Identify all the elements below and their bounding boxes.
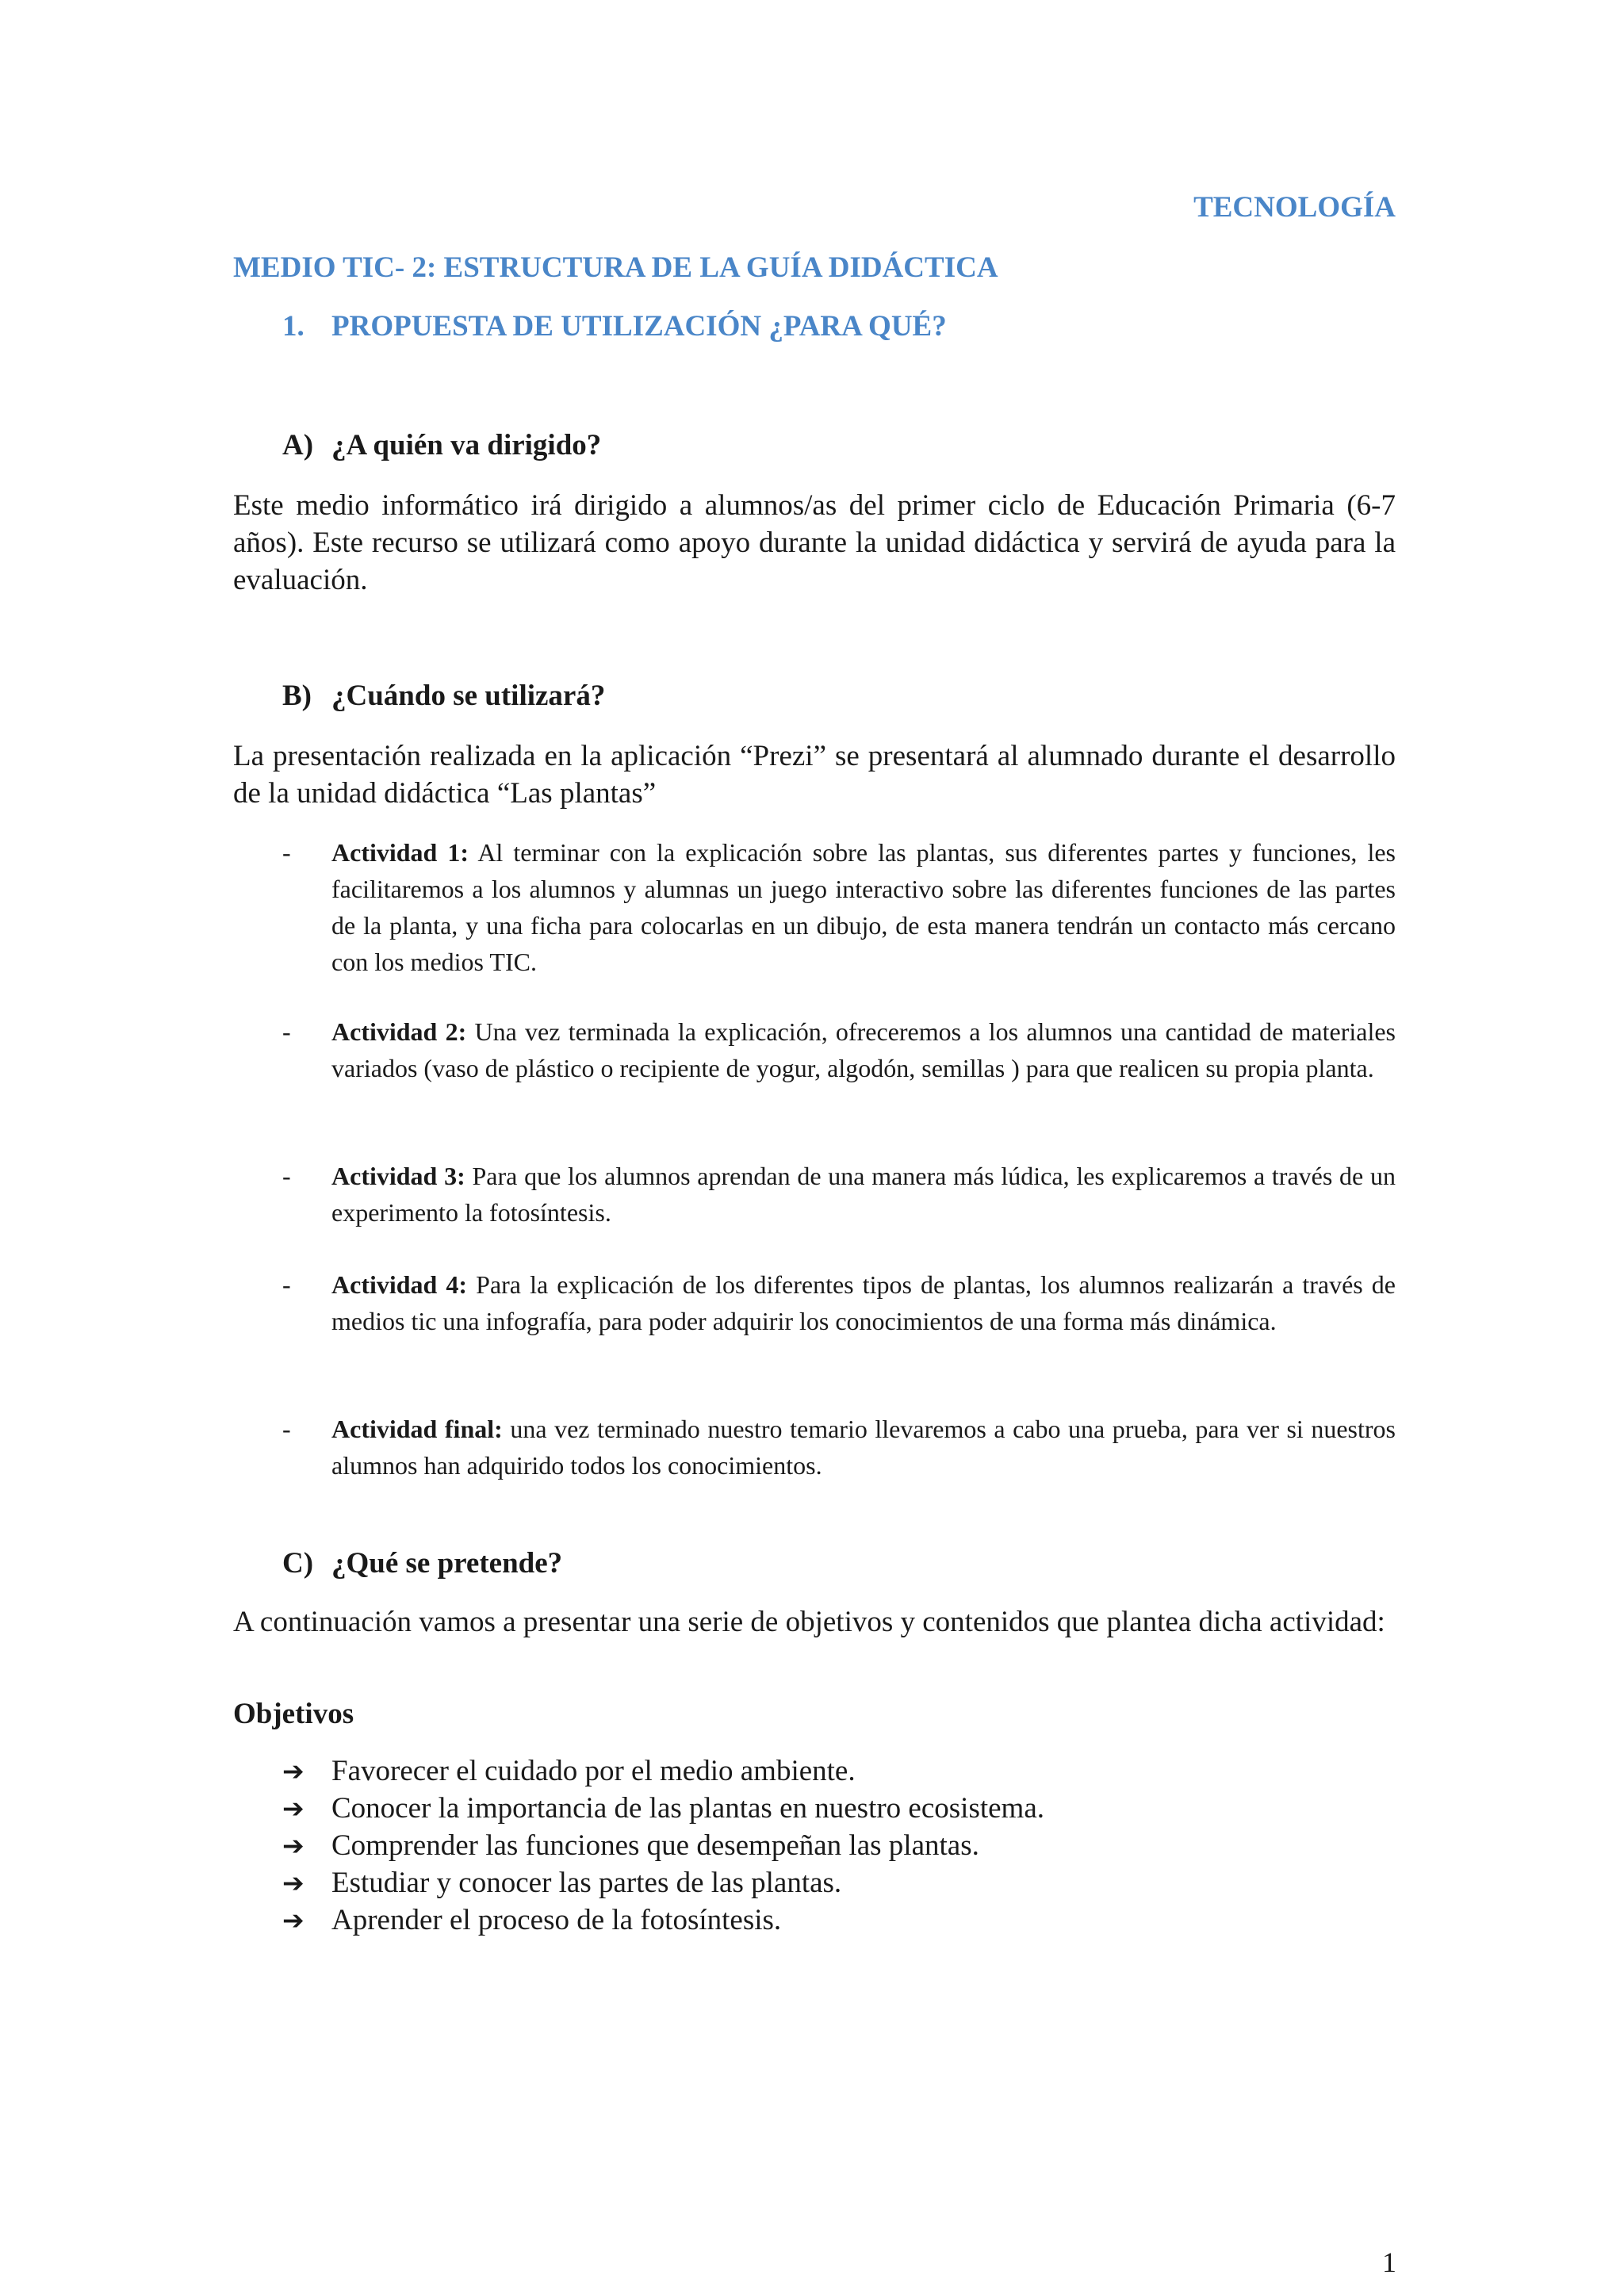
header-subject-label: TECNOLOGÍA xyxy=(1193,191,1396,224)
subheading-b-letter: B) xyxy=(282,680,312,712)
activity-text xyxy=(331,1411,1396,1484)
subheading-c xyxy=(282,1546,562,1580)
activity-label: Actividad 2: xyxy=(331,1017,467,1046)
objective-text: Estudiar y conocer las partes de las plantas. xyxy=(331,1867,842,1899)
paragraph-a: Este medio informático irá dirigido a alumnos/as del primer ciclo de Educación Primaria (6-7 años). Este recurso se utilizará como apoyo durante la unidad didáctica y servirá de ayuda para la evaluación. xyxy=(233,489,1396,596)
activity-bullet: - xyxy=(282,1162,291,1190)
subheading-a-text: ¿A quién va dirigido? xyxy=(331,429,602,461)
subheading-a-letter: A) xyxy=(282,429,314,461)
subheading-c-text: ¿Qué se pretende? xyxy=(331,1547,563,1580)
objective-item xyxy=(282,1901,1044,1939)
arrow-right-icon: ➔ xyxy=(282,1756,304,1787)
subheading-a xyxy=(282,428,601,462)
activity-label: Actividad 1: xyxy=(331,838,469,867)
activity-bullet: - xyxy=(282,1270,291,1299)
arrow-right-icon: ➔ xyxy=(282,1793,304,1824)
activity-description: Para que los alumnos aprendan de una manera más lúdica, les explicaremos a través de un experimento la fotosíntesis. xyxy=(331,1162,1396,1227)
activity-text xyxy=(331,1013,1396,1086)
activity-bullet: - xyxy=(282,838,291,867)
activity-bullet: - xyxy=(282,1017,291,1046)
objective-item xyxy=(282,1864,1044,1901)
activity-description: Para la explicación de los diferentes tipos de plantas, los alumnos realizarán a través de medios tic una infografía, para poder adquirir los conocimientos de una forma más dinámica. xyxy=(331,1270,1396,1335)
subheading-b xyxy=(282,679,605,713)
objectives-list xyxy=(282,1752,1044,1939)
document-title: MEDIO TIC- 2: ESTRUCTURA DE LA GUÍA DIDÁCTICA xyxy=(233,251,998,284)
activity-bullet: - xyxy=(282,1415,291,1443)
activity-description: Al terminar con la explicación sobre las plantas, sus diferentes partes y funciones, les facilitaremos a los alumnos y alumnas un juego interactivo sobre las diferentes funciones de las partes de la planta, y una ficha para colocarlas en un dibujo, de esta manera tendrán un contacto más cercano con los medios TIC. xyxy=(331,838,1396,976)
activity-label: Actividad final: xyxy=(331,1415,503,1443)
subheading-b-text: ¿Cuándo se utilizará? xyxy=(331,680,606,712)
section-number: 1. xyxy=(282,310,304,343)
section-heading xyxy=(282,309,947,343)
activity-description: una vez terminado nuestro temario llevaremos a cabo una prueba, para ver si nuestros alumnos han adquirido todos los conocimientos. xyxy=(331,1415,1396,1480)
objective-text: Conocer la importancia de las plantas en nuestro ecosistema. xyxy=(331,1792,1045,1825)
page-number: 1 xyxy=(1382,2246,1396,2278)
activity-label: Actividad 3: xyxy=(331,1162,465,1190)
objective-text: Favorecer el cuidado por el medio ambiente. xyxy=(331,1755,856,1787)
activity-text xyxy=(331,1266,1396,1339)
arrow-right-icon: ➔ xyxy=(282,1830,304,1861)
paragraph-b: La presentación realizada en la aplicación “Prezi” se presentará al alumnado durante el desarrollo de la unidad didáctica “Las plantas” xyxy=(233,740,1396,810)
activity-description: Una vez terminada la explicación, ofreceremos a los alumnos una cantidad de materiales variados (vaso de plástico o recipiente de yogur, algodón, semillas ) para que realicen su propia planta. xyxy=(331,1017,1396,1082)
activity-text xyxy=(331,1158,1396,1231)
activity-text xyxy=(331,834,1396,980)
subheading-c-letter: C) xyxy=(282,1547,314,1580)
objective-item xyxy=(282,1790,1044,1827)
objective-item xyxy=(282,1827,1044,1864)
arrow-right-icon: ➔ xyxy=(282,1905,304,1936)
section-title: PROPUESTA DE UTILIZACIÓN ¿PARA QUÉ? xyxy=(331,310,947,343)
objective-text: Comprender las funciones que desempeñan las plantas. xyxy=(331,1829,979,1862)
activity-label: Actividad 4: xyxy=(331,1270,468,1299)
objective-text: Aprender el proceso de la fotosíntesis. xyxy=(331,1904,782,1936)
arrow-right-icon: ➔ xyxy=(282,1867,304,1898)
objective-item xyxy=(282,1752,1044,1790)
objectives-heading: Objetivos xyxy=(233,1698,354,1730)
paragraph-c: A continuación vamos a presentar una serie de objetivos y contenidos que plantea dicha actividad: xyxy=(233,1606,1385,1638)
